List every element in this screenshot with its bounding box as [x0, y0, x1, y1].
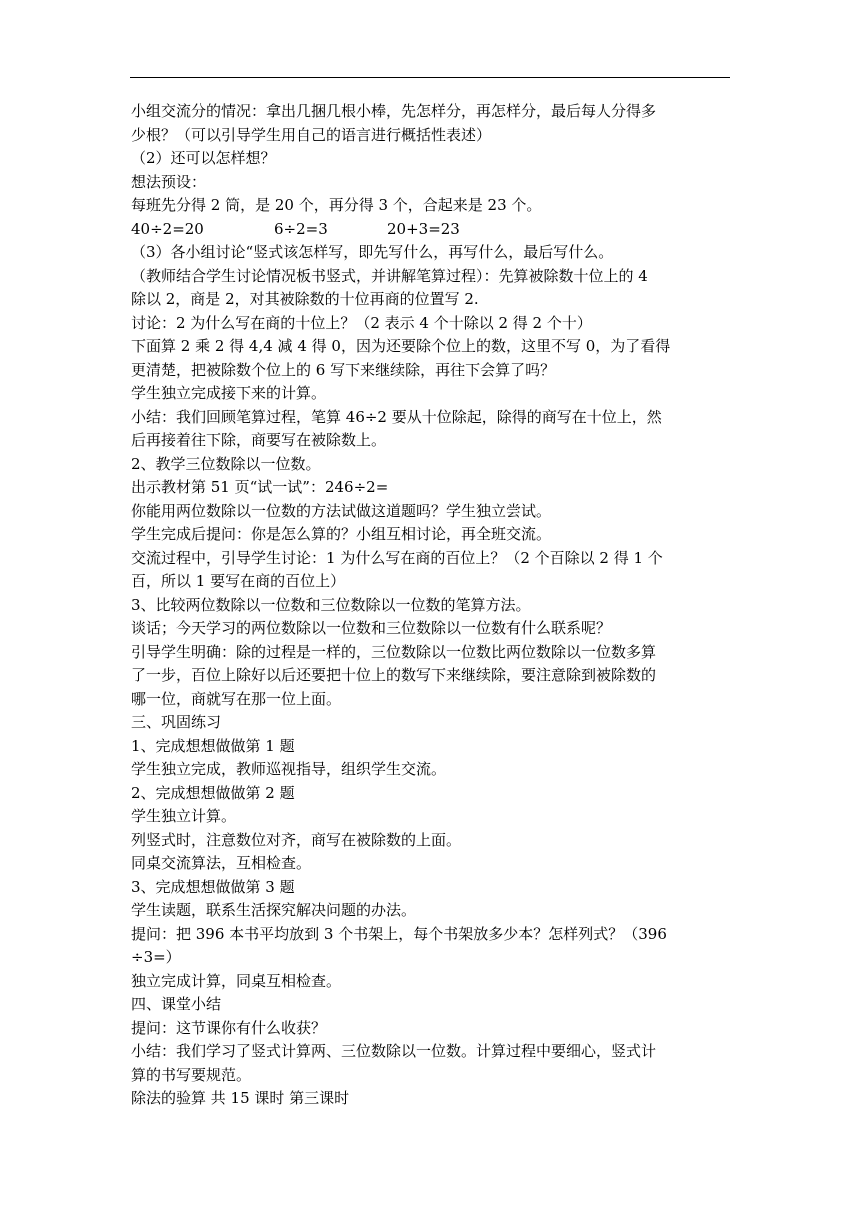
document-body — [131, 100, 731, 1111]
section-heading: 3、比较两位数除以一位数和三位数除以一位数的笔算方法。 — [131, 595, 531, 614]
text-line: 下面算 2 乘 2 得 4,4 减 4 得 0，因为还要除个位上的数，这里不写 0，为了看得 — [131, 337, 671, 355]
text-line: 想法预设： — [131, 172, 207, 191]
text-line: 学生完成后提问：你是怎么算的？小组互相讨论，再全班交流。 — [131, 525, 552, 543]
equation: 20+3=23 — [387, 219, 460, 238]
text-line: 百，所以 1 要写在商的百位上） — [131, 572, 346, 590]
text-line: 学生独立计算。 — [131, 807, 237, 825]
text-line: 学生独立完成，教师巡视指导，组织学生交流。 — [131, 760, 447, 778]
section-heading: 四、课堂小结 — [131, 995, 222, 1013]
text-line: 谈话；今天学习的两位数除以一位数和三位数除以一位数有什么联系呢？ — [131, 619, 612, 637]
equation: 40÷2=20 — [131, 219, 204, 238]
section-heading: 2、教学三位数除以一位数。 — [131, 454, 321, 473]
text-line: 小结：我们回顾笔算过程，笔算 46÷2 要从十位除起，除得的商写在十位上，然 — [131, 407, 662, 426]
text-line: 后再接着往下除，商要写在被除数上。 — [131, 431, 387, 449]
section-heading: 1、完成想想做做第 1 题 — [131, 736, 295, 755]
text-line: 同桌交流算法，互相检查。 — [131, 854, 312, 872]
equation: 6÷2=3 — [274, 219, 328, 238]
text-line: 独立完成计算，同桌互相检查。 — [131, 971, 342, 990]
section-heading: 2、完成想想做做第 2 题 — [131, 783, 295, 802]
text-line: 提问：这节课你有什么收获？ — [131, 1018, 327, 1037]
text-line: 小组交流分的情况：拿出几捆几根小棒，先怎样分，再怎样分，最后每人分得多 — [131, 102, 657, 120]
header-rule — [130, 77, 730, 78]
text-line: 哪一位，商就写在那一位上面。 — [131, 689, 342, 708]
text-line: （2）还可以怎样想？ — [131, 149, 276, 167]
section-heading: 3、完成想想做做第 3 题 — [131, 877, 295, 896]
text-line: （3）各小组讨论“竖式该怎样写，即先写什么，再写什么，最后写什么。 — [131, 243, 614, 261]
text-line: 学生独立完成接下来的计算。 — [131, 384, 327, 402]
text-line: 小结：我们学习了竖式计算两、三位数除以一位数。计算过程中要细心，竖式计 — [131, 1042, 657, 1060]
text-line: 每班先分得 2 筒，是 20 个，再分得 3 个，合起来是 23 个。 — [131, 196, 542, 214]
text-line: 出示教材第 51 页“试一试”：246÷2= — [131, 478, 389, 496]
text-line: 列竖式时，注意数位对齐，商写在被除数的上面。 — [131, 830, 462, 849]
text-line: 少根？（可以引导学生用自己的语言进行概括性表述） — [131, 125, 492, 144]
text-line: 了一步，百位上除好以后还要把十位上的数写下来继续除，要注意除到被除数的 — [131, 666, 657, 684]
text-line: 除以 2，商是 2，对其被除数的十位再商的位置写 2. — [131, 290, 479, 308]
text-line: 学生读题，联系生活探究解决问题的办法。 — [131, 901, 417, 919]
text-line: 引导学生明确：除的过程是一样的，三位数除以一位数比两位数除以一位数多算 — [131, 642, 657, 661]
text-line: 你能用两位数除以一位数的方法试做这道题吗？学生独立尝试。 — [131, 501, 552, 520]
text-line: 提问：把 396 本书平均放到 3 个书架上，每个书架放多少本？怎样列式？（396 — [131, 924, 667, 943]
text-line: 更清楚，把被除数个位上的 6 写下来继续除，再往下会算了吗？ — [131, 360, 556, 379]
text-line: （教师结合学生讨论情况板书竖式，并讲解笔算过程）：先算被除数十位上的 4 — [131, 266, 648, 285]
text-line: 交流过程中，引导学生讨论：1 为什么写在商的百位上？（2 个百除以 2 得 1 个 — [131, 548, 663, 567]
equation-row — [131, 218, 731, 242]
section-heading: 三、巩固练习 — [131, 713, 222, 731]
lesson-title: 除法的验算 共 15 课时 第三课时 — [131, 1089, 350, 1107]
text-line: 讨论：2 为什么写在商的十位上？（2 表示 4 个十除以 2 得 2 个十） — [131, 313, 592, 332]
text-line: 算的书写要规范。 — [131, 1065, 252, 1084]
text-line: ÷3=） — [131, 948, 181, 966]
